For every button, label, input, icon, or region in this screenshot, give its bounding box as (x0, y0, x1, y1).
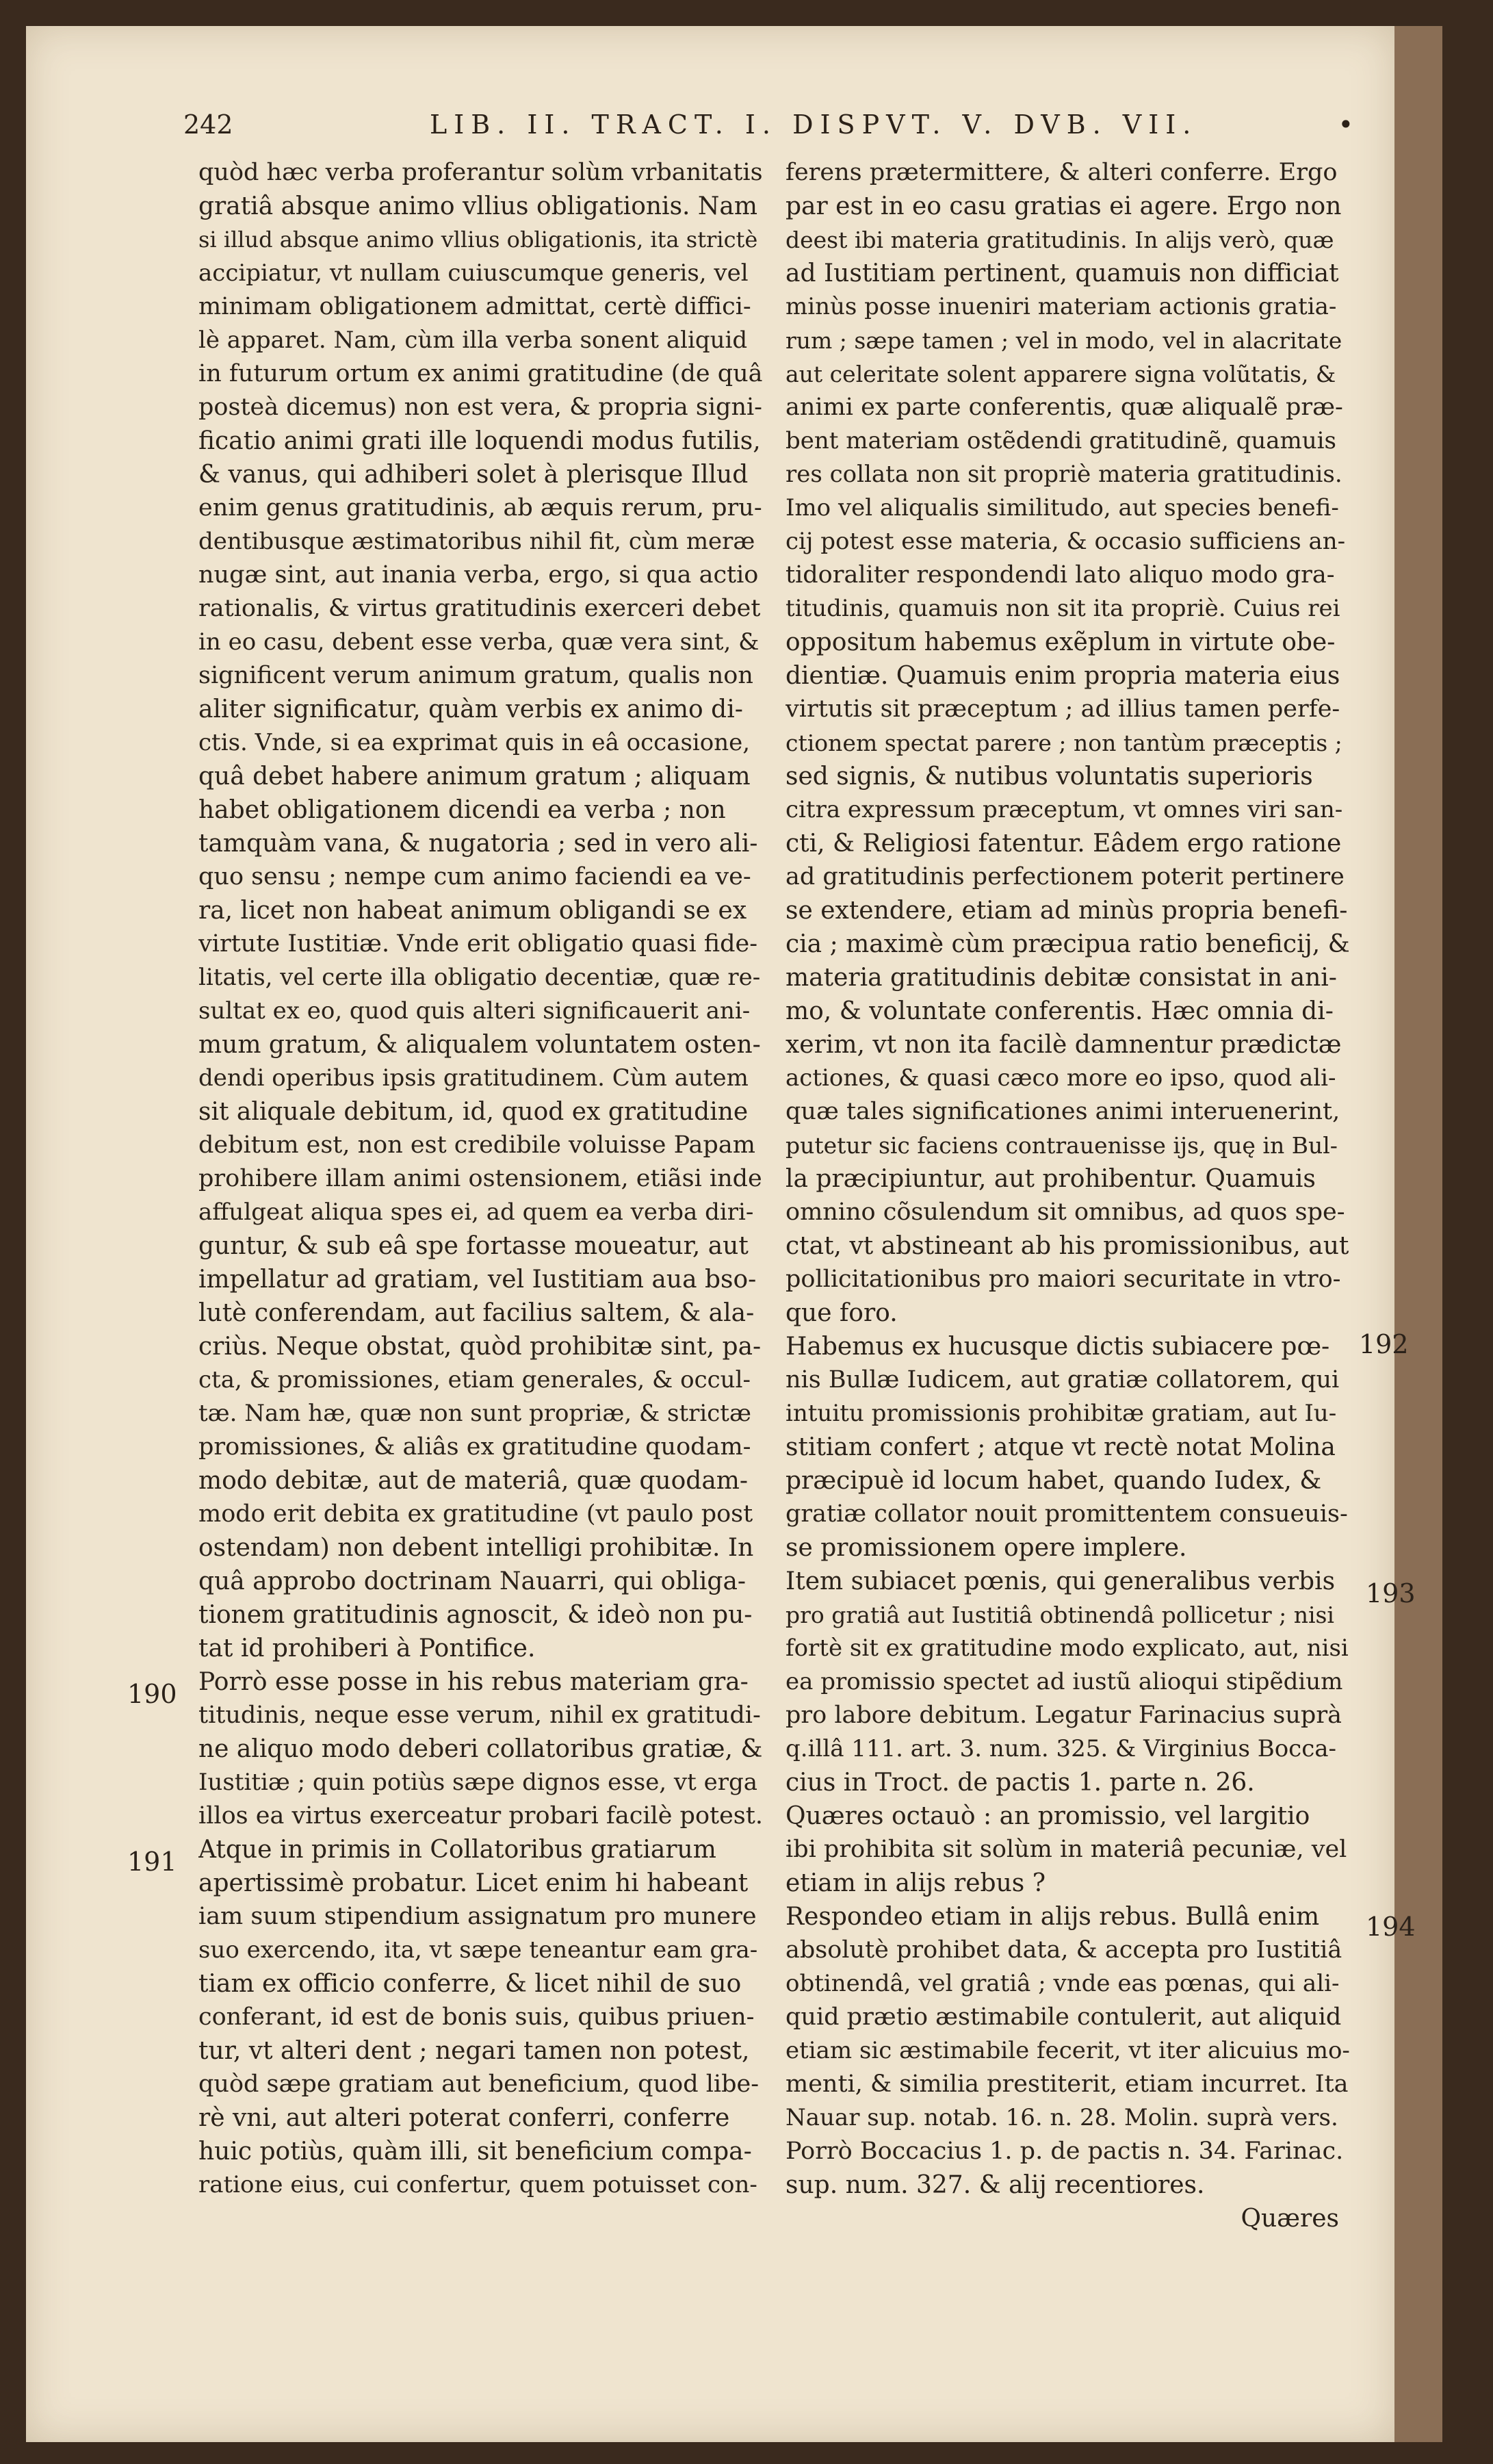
text-line: modo debitæ, aut de materiâ, quæ quodam- (198, 1467, 749, 1495)
text-line: fortè sit ex gratitudine modo explicato, aut, nisi (786, 1634, 1349, 1662)
text-line: bent materiam ostẽdendi gratitudinẽ, quamuis (786, 427, 1336, 454)
text-line: apertissimè probatur. Licet enim hi habeant (198, 1869, 749, 1897)
page-number: 242 (183, 110, 233, 140)
text-line: tiam ex officio conferre, & licet nihil de suo (198, 1970, 742, 1998)
text-line: oppositum habemus exẽplum in virtute obe- (786, 628, 1336, 656)
text-line: quo sensu ; nempe cum animo faciendi ea ve- (198, 863, 751, 890)
text-line: ea promissio spectet ad iustũ alioqui stipẽdium (786, 1668, 1343, 1695)
margin-number-192: 192 (1359, 1329, 1409, 1359)
text-line: citra expressum præceptum, vt omnes viri san- (786, 796, 1343, 823)
catchword: Quæres (1241, 2205, 1339, 2233)
text-line: Iustitiæ ; quin potiùs sæpe dignos esse, vt erga (198, 1769, 758, 1796)
text-line: ferens prætermittere, & alteri conferre. Ergo (786, 159, 1338, 186)
text-line: aut celeritate solent apparere signa volũtatis, & (786, 361, 1336, 387)
text-line: virtute Iustitiæ. Vnde erit obligatio quasi fide- (198, 930, 758, 958)
text-line: Item subiacet pœnis, qui generalibus verbis (786, 1567, 1336, 1595)
page-edge (1394, 26, 1442, 2442)
text-line: Respondeo etiam in alijs rebus. Bullâ enim (786, 1903, 1320, 1931)
text-line: menti, & similia prestiterit, etiam incurret. Ita (786, 2070, 1349, 2098)
text-line: impellatur ad gratiam, vel Iustitiam aua bso- (198, 1266, 757, 1294)
text-line: rationalis, & virtus gratitudinis exerceri debet (198, 595, 761, 622)
text-line: omnino cõsulendum sit omnibus, ad quos spe- (786, 1198, 1345, 1226)
text-line: Nauar sup. notab. 16. n. 28. Molin. suprà vers. (786, 2104, 1338, 2131)
text-line: dientiæ. Quamuis enim propria materia eius (786, 662, 1340, 690)
text-line: minimam obligationem admittat, certè diffici- (198, 293, 751, 320)
text-line: significent verum animum gratum, qualis non (198, 662, 753, 689)
text-line: lè apparet. Nam, cùm illa verba sonent aliquid (198, 326, 748, 354)
text-line: cij potest esse materia, & occasio sufficiens an- (786, 528, 1346, 555)
text-line: præcipuè id locum habet, quando Iudex, & (786, 1467, 1322, 1495)
text-line: titudinis, neque esse verum, nihil ex gratitudi- (198, 1702, 761, 1729)
text-line: sup. num. 327. & alij recentiores. (786, 2171, 1205, 2199)
text-line: ra, licet non habeat animum obligandi se ex (198, 897, 747, 925)
text-line: ratione eius, cui confertur, quem potuisset con- (198, 2171, 757, 2198)
text-line: quòd sæpe gratiam aut beneficium, quod libe- (198, 2070, 760, 2098)
text-line: deest ibi materia gratitudinis. In alijs verò, quæ (786, 227, 1334, 253)
text-line: dendi operibus ipsis gratitudinem. Cùm autem (198, 1064, 749, 1092)
text-line: debitum est, non est credibile voluisse Papam (198, 1131, 755, 1159)
text-line: criùs. Neque obstat, quòd prohibitæ sint, pa- (198, 1333, 762, 1361)
text-line: in futurum ortum ex animi gratitudine (de quâ (198, 360, 763, 387)
text-line: iam suum stipendium assignatum pro munere (198, 1903, 757, 1930)
text-line: obtinendâ, vel gratiâ ; vnde eas pœnas, qui ali- (786, 1970, 1340, 1997)
text-line: sit aliquale debitum, id, quod ex gratitudine (198, 1098, 749, 1126)
text-line: tur, vt alteri dent ; negari tamen non potest, (198, 2037, 750, 2065)
text-line: Imo vel aliqualis similitudo, aut species benefi- (786, 494, 1339, 522)
text-line: pro gratiâ aut Iustitiâ obtinendâ pollicetur ; nisi (786, 1602, 1334, 1628)
text-line: Porrò Boccacius 1. p. de pactis n. 34. Farinac. (786, 2138, 1344, 2165)
text-line: res collata non sit propriè materia gratitudinis. (786, 461, 1342, 488)
text-line: xerim, vt non ita facilè damnentur prædictæ (786, 1031, 1342, 1059)
margin-number-193: 193 (1366, 1578, 1416, 1608)
text-line: prohibere illam animi ostensionem, etiãsi inde (198, 1165, 762, 1192)
running-header (183, 110, 1360, 151)
text-line: litatis, vel certe illa obligatio decentiæ, quæ re- (198, 964, 761, 991)
text-line: habet obligationem dicendi ea verba ; non (198, 796, 726, 824)
text-line: animi ex parte conferentis, quæ aliqualẽ præ- (786, 394, 1343, 421)
text-line: la præcipiuntur, aut prohibentur. Quamuis (786, 1165, 1316, 1193)
text-line: ctat, vt abstineant ab his promissionibus, aut (786, 1232, 1349, 1260)
text-line: accipiatur, vt nullam cuiuscumque generis, vel (198, 259, 749, 287)
text-line: quid prætio æstimabile contulerit, aut aliquid (786, 2003, 1342, 2031)
text-line: titudinis, quamuis non sit ita propriè. Cuius rei (786, 595, 1340, 622)
margin-number-190: 190 (127, 1679, 177, 1709)
running-title: LIB. II. TRACT. I. DISPVT. V. DVB. VII. (430, 110, 1198, 140)
right-column (786, 156, 1350, 2235)
text-line: cti, & Religiosi fatentur. Eâdem ergo ratione (786, 830, 1342, 858)
text-line: absolutè prohibet data, & accepta pro Iustitiâ (786, 1936, 1342, 1964)
text-line: gratiâ absque animo vllius obligationis. Nam (198, 192, 758, 220)
text-line: ctis. Vnde, si ea exprimat quis in eâ occasione, (198, 729, 751, 756)
text-line: affulgeat aliqua spes ei, ad quem ea verba diri- (198, 1198, 754, 1226)
text-line: ne aliquo modo deberi collatoribus gratiæ, & (198, 1735, 763, 1763)
text-line: actiones, & quasi cæco more eo ipso, quod ali- (786, 1064, 1336, 1092)
text-line: quòd hæc verba proferantur solùm vrbanitatis (198, 159, 763, 186)
text-line: dentibusque æstimatoribus nihil fit, cùm meræ (198, 528, 755, 555)
text-line: tat id prohiberi à Pontifice. (198, 1634, 536, 1663)
text-line: promissiones, & aliâs ex gratitudine quodam- (198, 1433, 751, 1461)
text-line: se promissionem opere implere. (786, 1534, 1187, 1562)
text-line: pollicitationibus pro maiori securitate in vtro- (786, 1266, 1341, 1293)
text-line: conferant, id est de bonis suis, quibus priuen- (198, 2003, 755, 2031)
text-line: tæ. Nam hæ, quæ non sunt propriæ, & strictæ (198, 1400, 751, 1427)
text-line: minùs posse inueniri materiam actionis gratia- (786, 293, 1337, 320)
left-column (198, 156, 763, 2202)
text-line: si illud absque animo vllius obligationis, ita strictè (198, 227, 758, 253)
text-line: Quæres octauò : an promissio, vel largitio (786, 1802, 1310, 1830)
text-line: Porrò esse posse in his rebus materiam gra- (198, 1668, 749, 1696)
text-line: putetur sic faciens contrauenisse ijs, quę in Bul- (786, 1132, 1338, 1159)
text-line: materia gratitudinis debitæ consistat in ani- (786, 964, 1337, 992)
text-line: posteà dicemus) non est vera, & propria signi- (198, 394, 763, 421)
text-line: etiam in alijs rebus ? (786, 1869, 1046, 1897)
text-line: pro labore debitum. Legatur Farinacius suprà (786, 1702, 1342, 1729)
text-line: intuitu promissionis prohibitæ gratiam, aut Iu- (786, 1400, 1337, 1427)
text-line: sultat ex eo, quod quis alteri significauerit ani- (198, 997, 751, 1025)
text-line: quæ tales significationes animi interuenerint, (786, 1098, 1340, 1125)
text-line: quâ approbo doctrinam Nauarri, qui obliga- (198, 1567, 746, 1595)
text-line: mum gratum, & aliqualem voluntatem osten- (198, 1031, 761, 1059)
text-line: etiam sic æstimabile fecerit, vt iter alicuius mo- (786, 2037, 1350, 2064)
text-line: & vanus, qui adhiberi solet à plerisque Illud (198, 461, 749, 489)
text-line: Habemus ex hucusque dictis subiacere pœ- (786, 1333, 1330, 1361)
text-line: in eo casu, debent esse verba, quæ vera sint, & (198, 628, 760, 656)
text-line: ad gratitudinis perfectionem poterit pertinere (786, 863, 1345, 890)
text-line: nugæ sint, aut inania verba, ergo, si qua actio (198, 561, 759, 589)
text-line: Atque in primis in Collatoribus gratiarum (198, 1836, 716, 1864)
text-line: aliter significatur, quàm verbis ex animo di- (198, 695, 743, 723)
text-line: nis Bullæ Iudicem, aut gratiæ collatorem, qui (786, 1366, 1340, 1394)
text-line: que foro. (786, 1299, 898, 1327)
text-line: enim genus gratitudinis, ab æquis rerum, pru- (198, 494, 762, 522)
text-line: huic potiùs, quàm illi, sit beneficium compa- (198, 2138, 752, 2166)
text-line: lutè conferendam, aut facilius saltem, & ala- (198, 1299, 755, 1327)
text-line: illos ea virtus exerceatur probari facilè potest. (198, 1802, 763, 1830)
text-line: se extendere, etiam ad minùs propria benefi- (786, 897, 1348, 925)
margin-number-194: 194 (1366, 1912, 1416, 1942)
text-line: par est in eo casu gratias ei agere. Ergo non (786, 192, 1342, 220)
text-line: ad Iustitiam pertinent, quamuis non difficiat (786, 259, 1339, 287)
text-line: ctionem spectat parere ; non tantùm præceptis ; (786, 730, 1342, 756)
text-line: guntur, & sub eâ spe fortasse moueatur, aut (198, 1232, 749, 1260)
text-line: stitiam confert ; atque vt rectè notat Molina (786, 1433, 1336, 1461)
text-line: cius in Troct. de pactis 1. parte n. 26. (786, 1769, 1255, 1797)
text-line: gratiæ collator nouit promittentem consueuis- (786, 1500, 1348, 1528)
text-line: modo erit debita ex gratitudine (vt paulo post (198, 1500, 753, 1528)
text-line: mo, & voluntate conferentis. Hæc omnia di- (786, 997, 1334, 1025)
text-line: virtutis sit præceptum ; ad illius tamen perfe- (786, 695, 1340, 723)
text-line: quâ debet habere animum gratum ; aliquam (198, 762, 751, 791)
text-line: sed signis, & nutibus voluntatis superioris (786, 762, 1313, 791)
text-line: tionem gratitudinis agnoscit, & ideò non pu- (198, 1601, 753, 1629)
margin-number-191: 191 (127, 1847, 177, 1877)
text-line: cia ; maximè cùm præcipua ratio beneficij, & (786, 930, 1350, 958)
text-line: suo exercendo, ita, vt sæpe teneantur eam gra- (198, 1936, 758, 1964)
text-line: tidoraliter respondendi lato aliquo modo gra- (786, 561, 1335, 589)
text-line: rum ; sæpe tamen ; vel in modo, vel in alacritate (786, 327, 1342, 354)
text-line: tamquàm vana, & nugatoria ; sed in vero ali- (198, 830, 758, 858)
text-line: ostendam) non debent intelligi prohibitæ. In (198, 1534, 754, 1562)
text-line: ibi prohibita sit solùm in materiâ pecuniæ, vel (786, 1836, 1347, 1863)
text-line: rè vni, aut alteri poterat conferri, conferre (198, 2104, 730, 2132)
text-line: cta, & promissiones, etiam generales, & occul- (198, 1366, 751, 1394)
text-line: q.illâ 111. art. 3. num. 325. & Virginius Bocca- (786, 1735, 1337, 1762)
corner-mark: • (1338, 110, 1353, 140)
text-line: ficatio animi grati ille loquendi modus futilis, (198, 427, 761, 455)
